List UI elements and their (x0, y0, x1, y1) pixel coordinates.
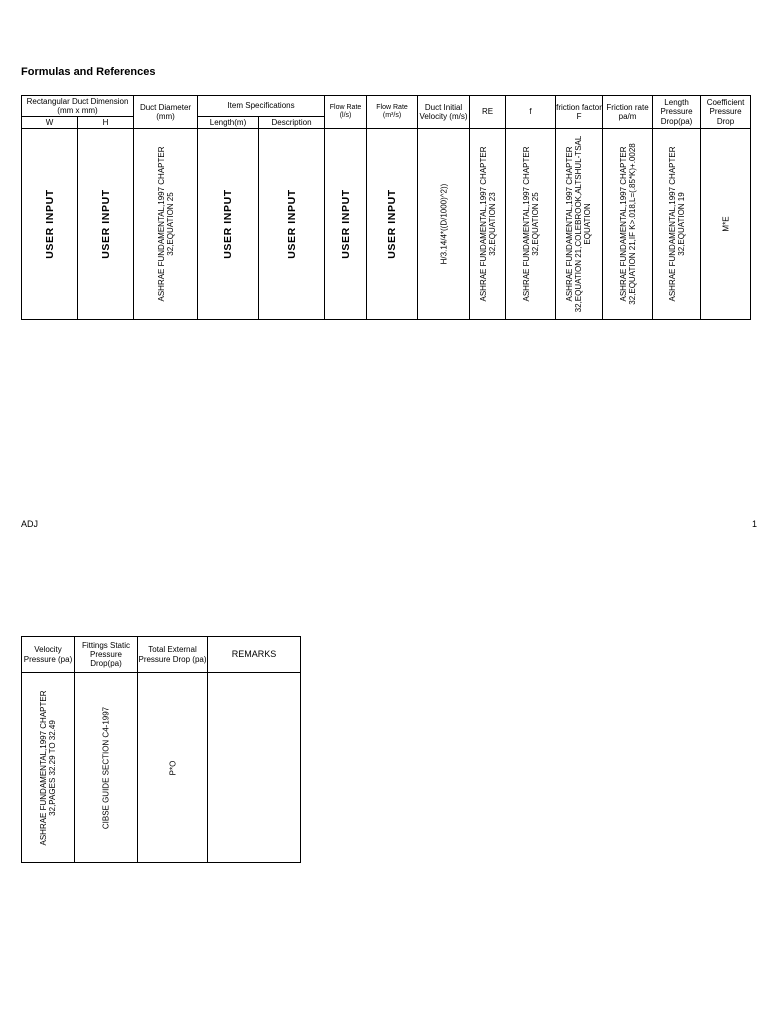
cell-flow-rate-ls (325, 129, 367, 320)
cell-re (470, 129, 506, 320)
cell-length-pressure-drop (653, 129, 701, 320)
header-length: Length(m) (198, 117, 259, 129)
header-description: Description (259, 117, 325, 129)
cell-velocity (418, 129, 470, 320)
cell-description (259, 129, 325, 320)
cell-description-text: USER INPUT (285, 189, 298, 259)
cell-duct-diameter (134, 129, 198, 320)
cell-remarks (208, 673, 301, 863)
cell-velocity-pressure-text: ASHRAE FUNDAMENTAL,1997 CHAPTER 32,PAGES 32.29 TO 32.49 (38, 690, 57, 845)
pressure-table (21, 636, 301, 863)
header-friction-rate: Friction rate pa/m (603, 96, 653, 129)
cell-fittings (75, 673, 138, 863)
cell-coefficient-pressure-drop (701, 129, 751, 320)
cell-duct-diameter-text: ASHRAE FUNDAMENTAL,1997 CHAPTER 32,EQUATION 25 (156, 146, 175, 302)
formulas-table (21, 95, 751, 320)
cell-total-text: P*O (167, 760, 177, 775)
cell-fittings-text: CIBSE GUIDE SECTION C4-1997 (101, 706, 111, 829)
cell-total (138, 673, 208, 863)
header-w: W (22, 117, 78, 129)
cell-coefficient-pressure-drop-text: M*E (720, 216, 730, 232)
header-duct-initial-velocity: Duct Initial Velocity (m/s) (418, 96, 470, 129)
header-h: H (78, 117, 134, 129)
cell-velocity-pressure (22, 673, 75, 863)
header-re: RE (470, 96, 506, 129)
header-duct-diameter: Duct Diameter (mm) (134, 96, 198, 129)
cell-friction-rate (603, 129, 653, 320)
cell-length-text: USER INPUT (221, 189, 234, 259)
cell-h (78, 129, 134, 320)
cell-h-text: USER INPUT (99, 189, 112, 259)
cell-f (506, 129, 556, 320)
cell-flow-rate-m3s (367, 129, 418, 320)
cell-friction-factor-text: ASHRAE FUNDAMENTAL,1997 CHAPTER 32,EQUATION 21,COLEBROOK,ALTSHUL-TSAL EQUATION (565, 135, 593, 313)
header-f: f (506, 96, 556, 129)
cell-f-text: ASHRAE FUNDAMENTAL,1997 CHAPTER 32,EQUATION 25 (521, 146, 540, 302)
cell-length-pressure-drop-text: ASHRAE FUNDAMENTAL,1997 CHAPTER 32,EQUATION 19 (667, 146, 686, 302)
page-title: Formulas and References (21, 66, 156, 78)
cell-length (198, 129, 259, 320)
header-remarks: REMARKS (208, 637, 301, 673)
cell-w (22, 129, 78, 320)
header-item-specifications: Item Specifications (198, 96, 325, 117)
cell-friction-rate-text: ASHRAE FUNDAMENTAL,1997 CHAPTER 32,EQUATION 21,IF K>.018,L=(.85*K)+.0028 (618, 143, 637, 305)
page-number: 1 (752, 519, 758, 529)
header-flow-rate-m3s: Flow Rate (m³/s) (367, 96, 418, 129)
header-coefficient-pressure-drop: Coefficient Pressure Drop (701, 96, 751, 129)
cell-flow-rate-m3s-text: USER INPUT (386, 189, 398, 259)
header-rect-duct-dimension: Rectangular Duct Dimension (mm x mm) (22, 96, 134, 117)
cell-velocity-text: H/3.14/4*((D/1000)^2)) (438, 183, 448, 265)
header-total-external-pressure-drop: Total External Pressure Drop (pa) (138, 637, 208, 673)
header-velocity-pressure: Velocity Pressure (pa) (22, 637, 75, 673)
cell-flow-rate-ls-text: USER INPUT (339, 189, 352, 259)
header-friction-factor: friction factor F (556, 96, 603, 129)
cell-friction-factor (556, 129, 603, 320)
header-flow-rate-ls: Flow Rate (l/s) (325, 96, 367, 129)
footer-label: ADJ (21, 519, 39, 529)
header-fittings-static-pressure-drop: Fittings Static Pressure Drop(pa) (75, 637, 138, 673)
cell-w-text: USER INPUT (43, 189, 56, 259)
header-length-pressure-drop: Length Pressure Drop(pa) (653, 96, 701, 129)
cell-re-text: ASHRAE FUNDAMENTAL,1997 CHAPTER 32,EQUATION 23 (478, 146, 497, 302)
